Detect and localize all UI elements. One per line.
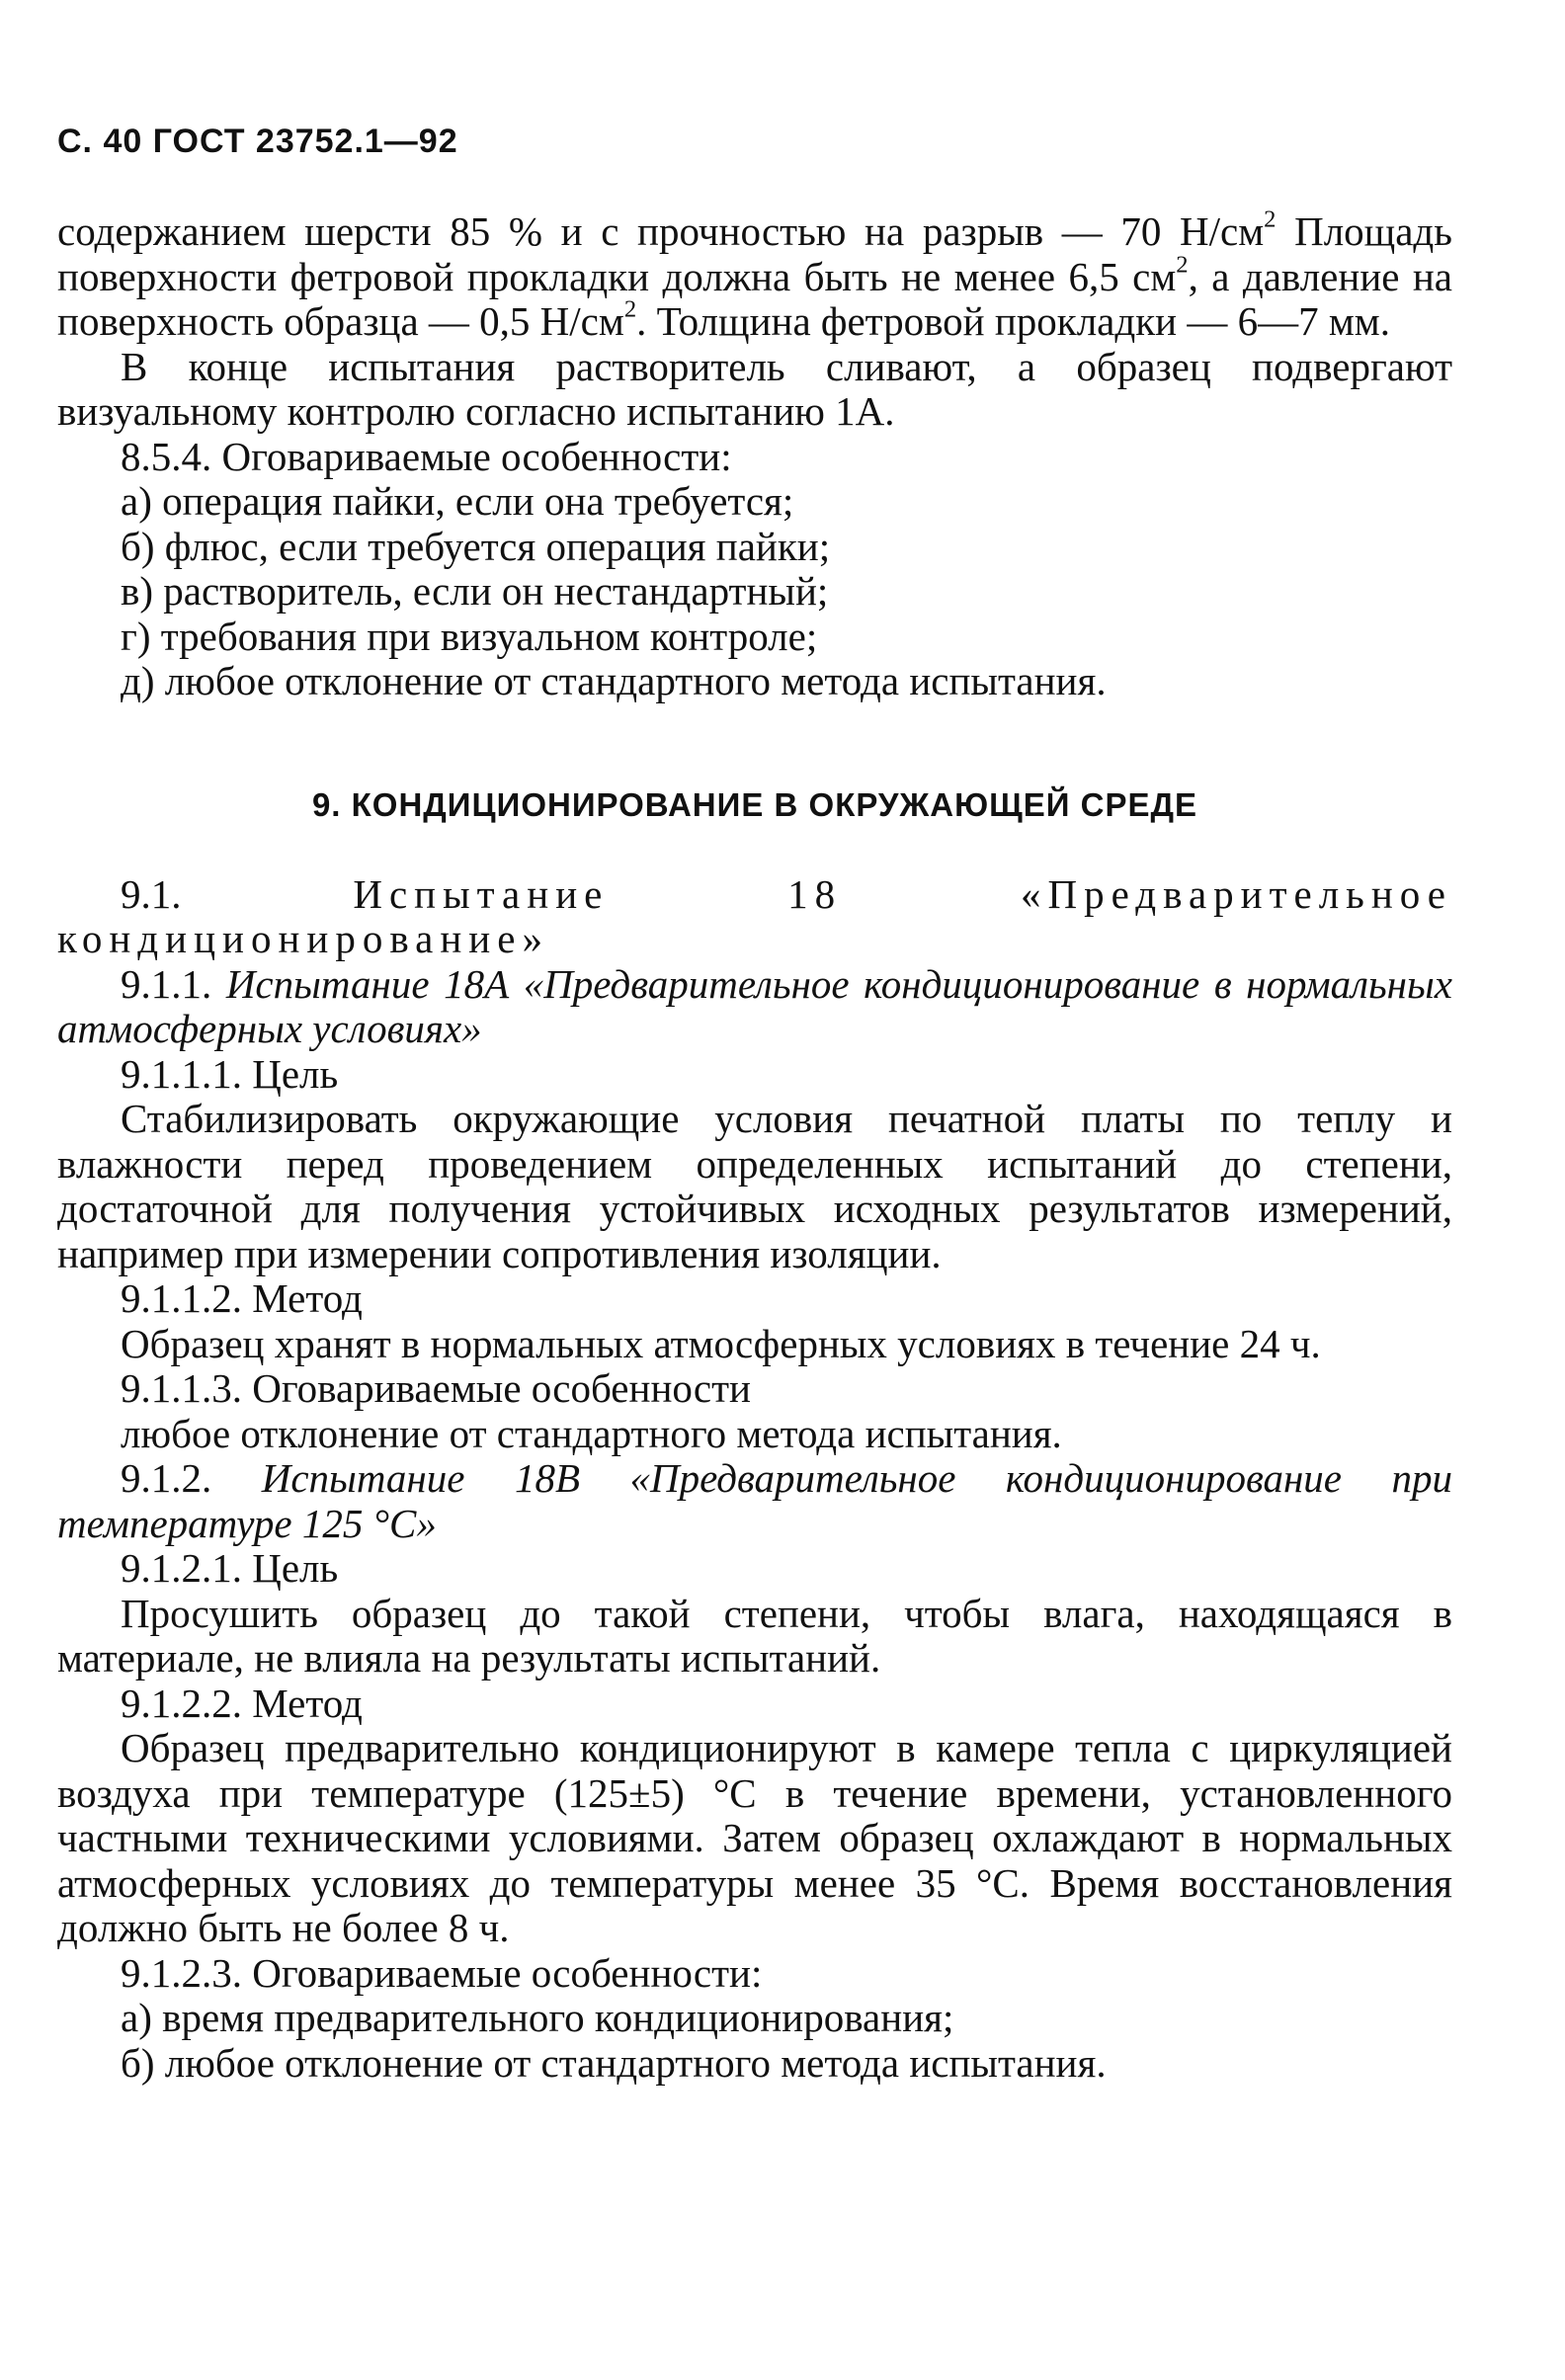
superscript-2: 2 <box>1176 251 1189 279</box>
clause-9-1-1-2-text: Образец хранят в нормальных атмосферных условиях в течение 24 ч. <box>121 1320 1321 1366</box>
clause-9-1-number: 9.1. <box>121 870 354 917</box>
intro-p1-text-a: содержанием шерсти 85 % и с прочностью на разрыв — 70 Н/см <box>57 208 1265 254</box>
intro-p1-text-d: . Толщина фетровой прокладки — 6—7 мм. <box>636 298 1390 344</box>
clause-9-1-1-number: 9.1.1. <box>121 960 226 1007</box>
clause-9-1-1-title: Испытание 18А «Предварительное кондиционирование в нормальных атмосферных условиях» <box>57 960 1452 1051</box>
page-content <box>57 205 1453 2086</box>
clause-9-1-1-heading <box>57 962 1452 1052</box>
superscript-2: 2 <box>623 295 637 323</box>
clause-9-1-1-1-text: Стабилизировать окружающие условия печатной платы по теплу и влажности перед проведением определенных испытаний до степени, достаточной для получения устойчивых исходных результатов измерений, например при измерении сопротивления изоляции. <box>57 1096 1452 1276</box>
clause-9-1-2-1-text: Просушить образец до такой степени, чтобы влага, находящаяся в материале, не влияла на результаты испытаний. <box>57 1590 1452 1681</box>
clause-9-1-2-heading <box>57 1456 1452 1546</box>
list-item: а) время предварительного кондиционирования; <box>121 1995 954 2040</box>
list-item: д) любое отклонение от стандартного метода испытания. <box>121 658 1107 703</box>
list-item: г) требования при визуальном контроле; <box>121 613 818 659</box>
clause-9-1-2-title: Испытание 18В «Предварительное кондиционирование при температуре 125 °С» <box>57 1455 1452 1546</box>
clause-9-1-2-2-text: Образец предварительно кондиционируют в камере тепла с циркуляцией воздуха при температуре (125±5) °С в течение времени, установленного частными техническими условиями. Затем образец охлаждают в нормальных атмосферных условиях до температуры менее 35 °С. Время восстановления должно быть не более 8 ч. <box>57 1725 1452 1950</box>
superscript-2: 2 <box>1264 205 1277 233</box>
page-header: С. 40 ГОСТ 23752.1—92 <box>57 123 458 160</box>
clause-9-1-heading <box>57 872 1452 962</box>
clause-8-5-4-heading: 8.5.4. Оговариваемые особенности: <box>121 433 732 479</box>
clause-9-1-2-3-heading: 9.1.2.3. Оговариваемые особенности: <box>121 1949 763 1996</box>
list-item: а) операция пайки, если она требуется; <box>121 478 794 524</box>
clause-9-1-2-2-heading: 9.1.2.2. Метод <box>121 1680 363 1726</box>
clause-9-1-1-2-heading: 9.1.1.2. Метод <box>121 1275 363 1321</box>
clause-9-1-2-1-heading: 9.1.2.1. Цель <box>121 1545 339 1591</box>
clause-9-1-1-3-text: любое отклонение от стандартного метода испытания. <box>121 1410 1062 1456</box>
list-item: в) растворитель, если он нестандартный; <box>121 568 829 614</box>
intro-paragraph-2: В конце испытания растворитель сливают, а образец подвергают визуальному контролю согласно испытанию 1А. <box>57 343 1452 434</box>
list-item: б) любое отклонение от стандартного метода испытания. <box>121 2039 1107 2086</box>
clause-9-1-1-3-heading: 9.1.1.3. Оговариваемые особенности <box>121 1365 751 1411</box>
intro-paragraph-1 <box>57 205 1453 345</box>
intro-p1-text-b: Площадь поверхности фетровой прокладки должна быть не менее 6,5 см <box>57 208 1452 299</box>
clause-9-1-2-number: 9.1.2. <box>121 1455 262 1501</box>
intro-p1-text-c: , а давление на поверхность образца — 0,5 Н/см <box>57 253 1453 344</box>
list-item: б) флюс, если требуется операция пайки; <box>121 523 831 569</box>
clause-9-1-1-1-heading: 9.1.1.1. Цель <box>121 1050 339 1097</box>
clause-9-1-title: Испытание 18 «Предварительное кондиционирование» <box>57 870 1452 961</box>
section-9-title: 9. КОНДИЦИОНИРОВАНИЕ В ОКРУЖАЮЩЕЙ СРЕДЕ <box>311 785 1198 823</box>
